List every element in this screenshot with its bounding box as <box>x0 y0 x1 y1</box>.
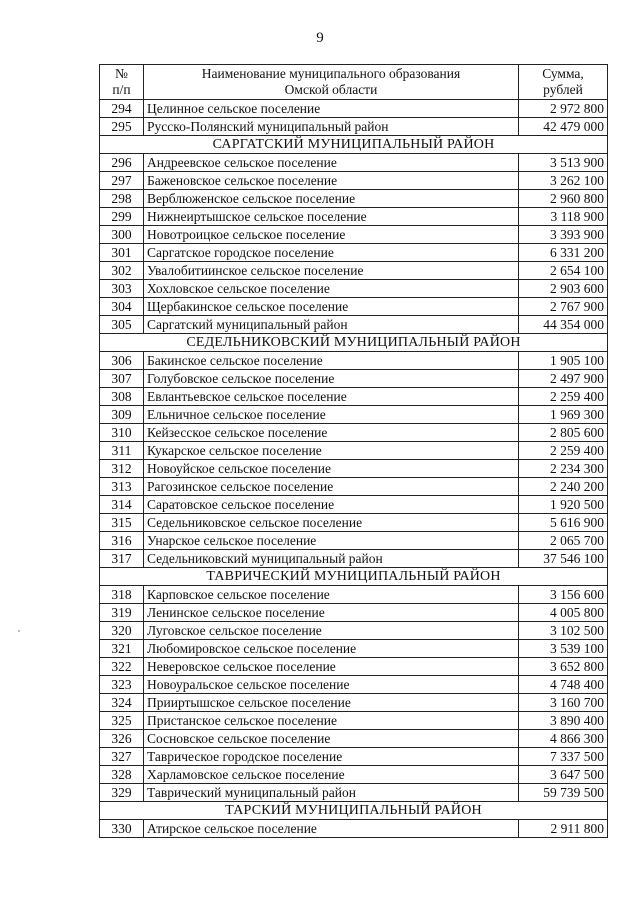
table-row <box>100 298 608 316</box>
municipality-name-cell: Харламовское сельское поселение <box>144 766 519 784</box>
row-number-cell: 298 <box>100 190 144 208</box>
municipality-name-cell: Седельниковское сельское поселение <box>144 514 519 532</box>
municipality-name-cell: Новоуральское сельское поселение <box>144 676 519 694</box>
municipality-name-cell: Верблюженское сельское поселение <box>144 190 519 208</box>
municipality-name-cell: Щербакинское сельское поселение <box>144 298 519 316</box>
table-row <box>100 730 608 748</box>
amount-cell: 3 160 700 <box>519 694 608 712</box>
amount-cell: 44 354 000 <box>519 316 608 334</box>
row-number-cell: 300 <box>100 226 144 244</box>
municipal-funding-table <box>99 64 608 838</box>
row-number-cell: 328 <box>100 766 144 784</box>
table-row <box>100 622 608 640</box>
municipality-name-cell: Пристанское сельское поселение <box>144 712 519 730</box>
district-section-title: СЕДЕЛЬНИКОВСКИЙ МУНИЦИПАЛЬНЫЙ РАЙОН <box>100 334 608 352</box>
municipality-name-cell: Нижнеиртышское сельское поселение <box>144 208 519 226</box>
municipality-name-cell: Сосновское сельское поселение <box>144 730 519 748</box>
municipality-name-cell: Андреевское сельское поселение <box>144 154 519 172</box>
table-row <box>100 658 608 676</box>
row-number-cell: 311 <box>100 442 144 460</box>
amount-cell: 2 767 900 <box>519 298 608 316</box>
amount-cell: 3 647 500 <box>519 766 608 784</box>
municipality-name-cell: Новотроицкое сельское поселение <box>144 226 519 244</box>
header-sum-sublabel: рублей <box>543 82 583 97</box>
table-row <box>100 262 608 280</box>
municipality-name-cell: Атирское сельское поселение <box>144 820 519 838</box>
row-number-cell: 320 <box>100 622 144 640</box>
table-row <box>100 748 608 766</box>
district-section-title: ТАРСКИЙ МУНИЦИПАЛЬНЫЙ РАЙОН <box>100 802 608 820</box>
table-row <box>100 406 608 424</box>
table-row <box>100 604 608 622</box>
row-number-cell: 307 <box>100 370 144 388</box>
table-row <box>100 280 608 298</box>
table-row <box>100 550 608 568</box>
amount-cell: 1 905 100 <box>519 352 608 370</box>
row-number-cell: 297 <box>100 172 144 190</box>
municipality-name-cell: Седельниковский муниципальный район <box>144 550 519 568</box>
amount-cell: 2 234 300 <box>519 460 608 478</box>
municipality-name-cell: Карповское сельское поселение <box>144 586 519 604</box>
row-number-cell: 306 <box>100 352 144 370</box>
municipality-name-cell: Голубовское сельское поселение <box>144 370 519 388</box>
municipality-name-cell: Ельничное сельское поселение <box>144 406 519 424</box>
table-row <box>100 676 608 694</box>
amount-cell: 2 065 700 <box>519 532 608 550</box>
table-row <box>100 190 608 208</box>
municipality-name-cell: Ленинское сельское поселение <box>144 604 519 622</box>
district-section-row <box>100 568 608 586</box>
amount-cell: 2 240 200 <box>519 478 608 496</box>
row-number-cell: 312 <box>100 460 144 478</box>
table-row <box>100 172 608 190</box>
row-number-cell: 305 <box>100 316 144 334</box>
district-section-row <box>100 802 608 820</box>
amount-cell: 6 331 200 <box>519 244 608 262</box>
header-sum-label: Сумма, <box>542 66 584 81</box>
table-row <box>100 208 608 226</box>
row-number-cell: 321 <box>100 640 144 658</box>
municipality-name-cell: Рагозинское сельское поселение <box>144 478 519 496</box>
table-row <box>100 226 608 244</box>
table-row <box>100 460 608 478</box>
row-number-cell: 315 <box>100 514 144 532</box>
row-number-cell: 316 <box>100 532 144 550</box>
table-row <box>100 100 608 118</box>
amount-cell: 2 911 800 <box>519 820 608 838</box>
amount-cell: 3 539 100 <box>519 640 608 658</box>
table-row <box>100 712 608 730</box>
row-number-cell: 303 <box>100 280 144 298</box>
municipality-name-cell: Евлантьевское сельское поселение <box>144 388 519 406</box>
table-row <box>100 244 608 262</box>
municipality-name-cell: Таврическое городское поселение <box>144 748 519 766</box>
page-number: 9 <box>316 30 324 46</box>
row-number-cell: 308 <box>100 388 144 406</box>
amount-cell: 59 739 500 <box>519 784 608 802</box>
amount-cell: 3 102 500 <box>519 622 608 640</box>
municipality-name-cell: Баженовское сельское поселение <box>144 172 519 190</box>
row-number-cell: 323 <box>100 676 144 694</box>
row-number-cell: 314 <box>100 496 144 514</box>
table-row <box>100 388 608 406</box>
municipality-name-cell: Любомировское сельское поселение <box>144 640 519 658</box>
amount-cell: 37 546 100 <box>519 550 608 568</box>
municipality-name-cell: Кейзесское сельское поселение <box>144 424 519 442</box>
district-section-row <box>100 334 608 352</box>
table-body <box>100 100 608 838</box>
table-row <box>100 640 608 658</box>
amount-cell: 5 616 900 <box>519 514 608 532</box>
municipality-name-cell: Русско-Полянский муниципальный район <box>144 118 519 136</box>
table-row <box>100 352 608 370</box>
row-number-cell: 313 <box>100 478 144 496</box>
municipality-name-cell: Луговское сельское поселение <box>144 622 519 640</box>
table-row <box>100 478 608 496</box>
amount-cell: 2 259 400 <box>519 388 608 406</box>
amount-cell: 2 805 600 <box>519 424 608 442</box>
scan-speck <box>18 630 20 632</box>
row-number-cell: 324 <box>100 694 144 712</box>
amount-cell: 7 337 500 <box>519 748 608 766</box>
municipality-name-cell: Саргатский муниципальный район <box>144 316 519 334</box>
row-number-cell: 310 <box>100 424 144 442</box>
table-row <box>100 496 608 514</box>
municipality-name-cell: Прииртышское сельское поселение <box>144 694 519 712</box>
amount-cell: 4 005 800 <box>519 604 608 622</box>
municipality-name-cell: Саргатское городское поселение <box>144 244 519 262</box>
header-number-cell <box>100 65 144 100</box>
row-number-cell: 317 <box>100 550 144 568</box>
table-row <box>100 370 608 388</box>
amount-cell: 4 748 400 <box>519 676 608 694</box>
table-row <box>100 820 608 838</box>
amount-cell: 4 866 300 <box>519 730 608 748</box>
amount-cell: 2 497 900 <box>519 370 608 388</box>
header-number-sublabel: п/п <box>112 82 131 97</box>
header-name-label: Наименование муниципального образования <box>201 66 461 81</box>
row-number-cell: 294 <box>100 100 144 118</box>
municipality-name-cell: Бакинское сельское поселение <box>144 352 519 370</box>
row-number-cell: 330 <box>100 820 144 838</box>
amount-cell: 2 654 100 <box>519 262 608 280</box>
amount-cell: 3 262 100 <box>519 172 608 190</box>
municipality-name-cell: Целинное сельское поселение <box>144 100 519 118</box>
header-name-sublabel: Омской области <box>284 82 378 97</box>
municipality-name-cell: Саратовское сельское поселение <box>144 496 519 514</box>
table-row <box>100 442 608 460</box>
amount-cell: 2 972 800 <box>519 100 608 118</box>
table-row <box>100 766 608 784</box>
table-row <box>100 316 608 334</box>
amount-cell: 3 513 900 <box>519 154 608 172</box>
table-row <box>100 694 608 712</box>
table-header-row <box>100 65 608 100</box>
row-number-cell: 301 <box>100 244 144 262</box>
row-number-cell: 302 <box>100 262 144 280</box>
municipality-name-cell: Увалобитиинское сельское поселение <box>144 262 519 280</box>
table-row <box>100 784 608 802</box>
header-sum-cell <box>519 65 608 100</box>
header-number-label: № <box>115 66 128 81</box>
district-section-title: ТАВРИЧЕСКИЙ МУНИЦИПАЛЬНЫЙ РАЙОН <box>100 568 608 586</box>
municipality-name-cell: Хохловское сельское поселение <box>144 280 519 298</box>
table-row <box>100 118 608 136</box>
amount-cell: 1 969 300 <box>519 406 608 424</box>
municipality-name-cell: Новоуйское сельское поселение <box>144 460 519 478</box>
amount-cell: 2 903 600 <box>519 280 608 298</box>
amount-cell: 3 118 900 <box>519 208 608 226</box>
district-section-row <box>100 136 608 154</box>
municipality-name-cell: Унарское сельское поселение <box>144 532 519 550</box>
municipality-name-cell: Кукарское сельское поселение <box>144 442 519 460</box>
table-row <box>100 532 608 550</box>
row-number-cell: 325 <box>100 712 144 730</box>
district-section-title: САРГАТСКИЙ МУНИЦИПАЛЬНЫЙ РАЙОН <box>100 136 608 154</box>
table-row <box>100 424 608 442</box>
row-number-cell: 322 <box>100 658 144 676</box>
header-name-cell <box>144 65 519 100</box>
row-number-cell: 318 <box>100 586 144 604</box>
row-number-cell: 309 <box>100 406 144 424</box>
amount-cell: 3 890 400 <box>519 712 608 730</box>
amount-cell: 3 393 900 <box>519 226 608 244</box>
table-row <box>100 514 608 532</box>
row-number-cell: 327 <box>100 748 144 766</box>
row-number-cell: 304 <box>100 298 144 316</box>
amount-cell: 2 259 400 <box>519 442 608 460</box>
row-number-cell: 319 <box>100 604 144 622</box>
amount-cell: 3 156 600 <box>519 586 608 604</box>
amount-cell: 3 652 800 <box>519 658 608 676</box>
municipality-name-cell: Неверовское сельское поселение <box>144 658 519 676</box>
table-row <box>100 586 608 604</box>
table-row <box>100 154 608 172</box>
row-number-cell: 299 <box>100 208 144 226</box>
row-number-cell: 295 <box>100 118 144 136</box>
row-number-cell: 296 <box>100 154 144 172</box>
row-number-cell: 326 <box>100 730 144 748</box>
amount-cell: 42 479 000 <box>519 118 608 136</box>
row-number-cell: 329 <box>100 784 144 802</box>
amount-cell: 2 960 800 <box>519 190 608 208</box>
amount-cell: 1 920 500 <box>519 496 608 514</box>
municipality-name-cell: Таврический муниципальный район <box>144 784 519 802</box>
